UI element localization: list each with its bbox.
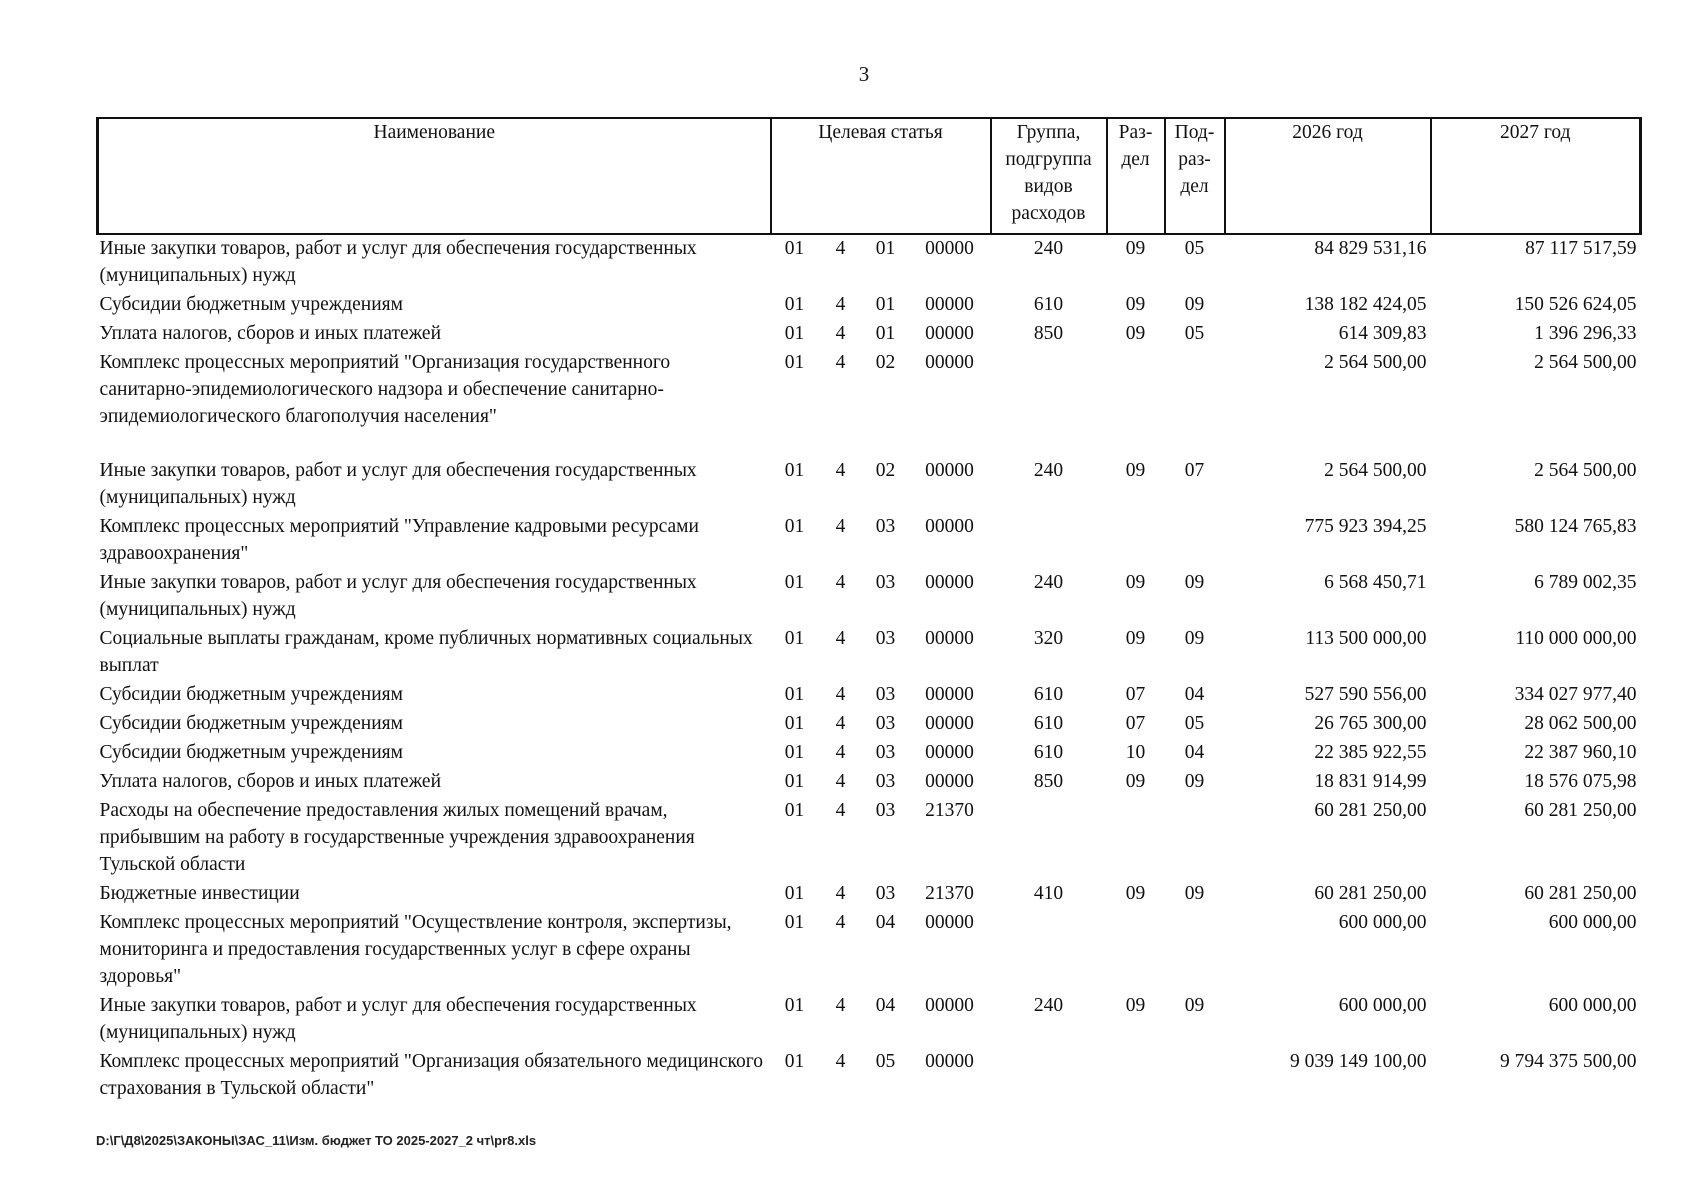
cell-subsection: 09	[1184, 572, 1205, 593]
cell-section: 09	[1125, 238, 1146, 259]
cell-amount-2026: 22 385 922,55	[1314, 742, 1427, 763]
cell-target-type: 4	[835, 516, 846, 537]
cell-target-event: 03	[875, 684, 896, 705]
cell-target-direction: 21370	[925, 800, 974, 821]
cell-target-program: 01	[784, 684, 805, 705]
cell-target-type: 4	[835, 800, 846, 821]
cell-amount-2027: 150 526 624,05	[1514, 294, 1637, 315]
cell-target-event: 03	[875, 572, 896, 593]
cell-expense-group	[991, 797, 1107, 880]
cell-amount-2027: 2 564 500,00	[1534, 460, 1637, 481]
cell-target-program: 01	[784, 883, 805, 904]
cell-name: Бюджетные инвестиции	[99, 883, 300, 904]
cell-subsection: 09	[1184, 294, 1205, 315]
cell-name: Уплата налогов, сборов и иных платежей	[99, 323, 442, 344]
cell-section: 09	[1125, 294, 1146, 315]
cell-amount-2027: 22 387 960,10	[1524, 742, 1637, 763]
cell-amount-2027: 9 794 375 500,00	[1500, 1051, 1637, 1072]
cell-amount-2027: 600 000,00	[1548, 995, 1637, 1016]
cell-target-type: 4	[835, 294, 846, 315]
cell-target-program: 01	[784, 516, 805, 537]
cell-target-direction: 00000	[925, 572, 974, 593]
cell-amount-2026: 6 568 450,71	[1324, 572, 1427, 593]
cell-amount-2026: 18 831 914,99	[1314, 771, 1427, 792]
cell-section	[1107, 513, 1165, 569]
cell-section: 09	[1125, 995, 1146, 1016]
cell-amount-2026: 9 039 149 100,00	[1290, 1051, 1427, 1072]
table-row	[98, 291, 1641, 320]
cell-amount-2026: 60 281 250,00	[1314, 800, 1427, 821]
cell-target-program: 01	[784, 995, 805, 1016]
cell-subsection	[1165, 1048, 1225, 1104]
cell-target-program: 01	[784, 323, 805, 344]
cell-amount-2027: 334 027 977,40	[1514, 684, 1637, 705]
cell-target-direction: 00000	[925, 294, 974, 315]
cell-expense-group: 850	[1033, 771, 1064, 792]
cell-amount-2027: 87 117 517,59	[1525, 238, 1637, 259]
cell-section: 09	[1125, 572, 1146, 593]
cell-expense-group	[991, 513, 1107, 569]
cell-amount-2026: 138 182 424,05	[1304, 294, 1427, 315]
header-subsection: Под- раз- дел	[1165, 118, 1225, 234]
cell-section: 07	[1125, 684, 1146, 705]
table-row	[98, 710, 1641, 739]
cell-name: Субсидии бюджетным учреждениям	[99, 713, 403, 734]
cell-subsection: 09	[1184, 771, 1205, 792]
cell-amount-2027: 580 124 765,83	[1514, 516, 1637, 537]
cell-target-event: 03	[875, 516, 896, 537]
table-row	[98, 768, 1641, 797]
cell-expense-group: 240	[1033, 995, 1064, 1016]
cell-expense-group: 410	[1033, 883, 1064, 904]
cell-subsection: 09	[1184, 628, 1205, 649]
cell-amount-2027: 6 789 002,35	[1534, 572, 1637, 593]
cell-section	[1107, 797, 1165, 880]
cell-target-program: 01	[784, 800, 805, 821]
cell-target-direction: 00000	[925, 771, 974, 792]
cell-section: 09	[1125, 323, 1146, 344]
table-header-row	[98, 118, 1641, 234]
table-row	[98, 513, 1641, 569]
cell-expense-group: 850	[1033, 323, 1064, 344]
cell-amount-2027: 2 564 500,00	[1534, 352, 1637, 373]
cell-name: Уплата налогов, сборов и иных платежей	[99, 771, 442, 792]
cell-target-program: 01	[784, 238, 805, 259]
cell-section: 10	[1125, 742, 1146, 763]
cell-target-direction: 00000	[925, 352, 974, 373]
cell-section: 09	[1125, 628, 1146, 649]
cell-subsection	[1165, 909, 1225, 992]
cell-subsection: 07	[1184, 460, 1205, 481]
cell-subsection	[1165, 797, 1225, 880]
cell-section: 09	[1125, 883, 1146, 904]
cell-amount-2027: 600 000,00	[1548, 912, 1637, 933]
table-row	[98, 625, 1641, 681]
cell-target-event: 03	[875, 742, 896, 763]
cell-expense-group: 610	[1033, 684, 1064, 705]
cell-target-event: 01	[875, 238, 896, 259]
cell-expense-group: 320	[1033, 628, 1064, 649]
cell-amount-2027: 1 396 296,33	[1534, 323, 1637, 344]
cell-target-type: 4	[835, 912, 846, 933]
table-row	[98, 349, 1641, 457]
cell-amount-2026: 527 590 556,00	[1304, 684, 1427, 705]
cell-target-program: 01	[784, 294, 805, 315]
cell-amount-2026: 26 765 300,00	[1314, 713, 1427, 734]
cell-target-program: 01	[784, 572, 805, 593]
cell-target-program: 01	[784, 742, 805, 763]
cell-amount-2026: 600 000,00	[1338, 912, 1427, 933]
cell-target-direction: 00000	[925, 742, 974, 763]
cell-subsection: 05	[1184, 238, 1205, 259]
cell-subsection: 05	[1184, 323, 1205, 344]
header-section: Раз- дел	[1107, 118, 1165, 234]
cell-name: Иные закупки товаров, работ и услуг для обеспечения государственных (муниципальных) нужд	[99, 572, 697, 620]
cell-target-program: 01	[784, 1051, 805, 1072]
cell-target-event: 03	[875, 883, 896, 904]
header-year-2027: 2027 год	[1431, 118, 1641, 234]
header-group: Группа, подгруппа видов расходов	[991, 118, 1107, 234]
cell-target-type: 4	[835, 572, 846, 593]
cell-name: Комплекс процессных мероприятий "Управление кадровыми ресурсами здравоохранения"	[99, 516, 699, 564]
cell-target-program: 01	[784, 912, 805, 933]
cell-amount-2026: 600 000,00	[1338, 995, 1427, 1016]
cell-target-event: 04	[875, 995, 896, 1016]
cell-subsection	[1165, 349, 1225, 457]
cell-target-type: 4	[835, 684, 846, 705]
table-row	[98, 1048, 1641, 1104]
cell-target-program: 01	[784, 352, 805, 373]
cell-expense-group: 610	[1033, 742, 1064, 763]
cell-name: Социальные выплаты гражданам, кроме публичных нормативных социальных выплат	[99, 628, 753, 676]
cell-amount-2027: 110 000 000,00	[1515, 628, 1637, 649]
cell-target-program: 01	[784, 460, 805, 481]
cell-section: 09	[1125, 460, 1146, 481]
cell-target-event: 03	[875, 628, 896, 649]
cell-subsection	[1165, 513, 1225, 569]
cell-amount-2026: 84 829 531,16	[1314, 238, 1427, 259]
table-row	[98, 909, 1641, 992]
cell-target-type: 4	[835, 460, 846, 481]
cell-target-event: 02	[875, 460, 896, 481]
cell-name: Комплекс процессных мероприятий "Организация обязательного медицинского страхования в Тульской области"	[99, 1051, 764, 1099]
cell-section	[1107, 1048, 1165, 1104]
cell-name: Субсидии бюджетным учреждениям	[99, 742, 403, 763]
cell-target-type: 4	[835, 742, 846, 763]
cell-amount-2026: 2 564 500,00	[1324, 352, 1427, 373]
cell-amount-2026: 614 309,83	[1338, 323, 1427, 344]
cell-amount-2027: 18 576 075,98	[1524, 771, 1637, 792]
cell-target-event: 03	[875, 713, 896, 734]
cell-expense-group: 610	[1033, 713, 1064, 734]
table-row	[98, 797, 1641, 880]
cell-name: Иные закупки товаров, работ и услуг для обеспечения государственных (муниципальных) нужд	[99, 238, 697, 286]
table-row	[98, 681, 1641, 710]
cell-target-direction: 21370	[925, 883, 974, 904]
cell-target-event: 01	[875, 294, 896, 315]
table-row	[98, 320, 1641, 349]
header-name: Наименование	[98, 118, 771, 234]
cell-amount-2026: 775 923 394,25	[1304, 516, 1427, 537]
cell-target-type: 4	[835, 771, 846, 792]
cell-target-event: 01	[875, 323, 896, 344]
cell-name: Иные закупки товаров, работ и услуг для обеспечения государственных (муниципальных) нужд	[99, 995, 697, 1043]
cell-section: 09	[1125, 771, 1146, 792]
cell-target-direction: 00000	[925, 628, 974, 649]
table-row	[98, 569, 1641, 625]
cell-subsection: 09	[1184, 995, 1205, 1016]
page-number: 3	[858, 62, 870, 86]
cell-expense-group: 240	[1033, 238, 1064, 259]
cell-target-direction: 00000	[925, 460, 974, 481]
cell-expense-group	[991, 349, 1107, 457]
cell-name: Субсидии бюджетным учреждениям	[99, 294, 403, 315]
cell-target-program: 01	[784, 628, 805, 649]
table-body	[98, 234, 1641, 1104]
cell-expense-group: 240	[1033, 572, 1064, 593]
cell-target-event: 02	[875, 352, 896, 373]
cell-target-type: 4	[835, 323, 846, 344]
header-year-2026: 2026 год	[1225, 118, 1431, 234]
cell-target-direction: 00000	[925, 713, 974, 734]
cell-target-type: 4	[835, 628, 846, 649]
cell-subsection: 05	[1184, 713, 1205, 734]
cell-target-program: 01	[784, 713, 805, 734]
cell-target-direction: 00000	[925, 684, 974, 705]
cell-name: Субсидии бюджетным учреждениям	[99, 684, 403, 705]
cell-amount-2027: 60 281 250,00	[1524, 883, 1637, 904]
budget-table	[96, 117, 1642, 1104]
cell-amount-2027: 28 062 500,00	[1524, 713, 1637, 734]
cell-target-type: 4	[835, 238, 846, 259]
cell-subsection: 04	[1184, 684, 1205, 705]
cell-amount-2026: 2 564 500,00	[1324, 460, 1427, 481]
cell-expense-group: 240	[1033, 460, 1064, 481]
table-row	[98, 739, 1641, 768]
cell-target-direction: 00000	[925, 238, 974, 259]
cell-target-event: 05	[875, 1051, 896, 1072]
cell-target-direction: 00000	[925, 995, 974, 1016]
table-row	[98, 234, 1641, 291]
cell-section	[1107, 349, 1165, 457]
footer-file-path: D:\Г\Д8\2025\ЗАКОНЫ\ЗАС_11\Изм. бюджет ТО 2025-2027_2 чт\pr8.xls	[96, 1133, 537, 1148]
cell-target-event: 03	[875, 771, 896, 792]
cell-subsection: 04	[1184, 742, 1205, 763]
cell-target-direction: 00000	[925, 323, 974, 344]
cell-expense-group	[991, 909, 1107, 992]
cell-amount-2026: 113 500 000,00	[1305, 628, 1427, 649]
cell-name: Иные закупки товаров, работ и услуг для обеспечения государственных (муниципальных) нужд	[99, 460, 697, 508]
cell-target-event: 03	[875, 800, 896, 821]
cell-name: Расходы на обеспечение предоставления жилых помещений врачам, прибывшим на работу в государственные учреждения здравоохранения Тульской области	[99, 800, 695, 875]
cell-subsection: 09	[1184, 883, 1205, 904]
cell-target-type: 4	[835, 995, 846, 1016]
table-row	[98, 880, 1641, 909]
cell-target-event: 04	[875, 912, 896, 933]
cell-amount-2027: 60 281 250,00	[1524, 800, 1637, 821]
cell-target-direction: 00000	[925, 912, 974, 933]
cell-name: Комплекс процессных мероприятий "Организация государственного санитарно-эпидемиологического надзора и обеспечение санитарно-эпидемиологического благополучия населения"	[99, 352, 671, 427]
cell-target-type: 4	[835, 352, 846, 373]
cell-name: Комплекс процессных мероприятий "Осуществление контроля, экспертизы, мониторинга и предоставления государственных услуг в сфере охраны здоровья"	[99, 912, 732, 987]
cell-target-type: 4	[835, 883, 846, 904]
cell-target-type: 4	[835, 713, 846, 734]
cell-section: 07	[1125, 713, 1146, 734]
cell-expense-group	[991, 1048, 1107, 1104]
header-target: Целевая статья	[771, 118, 991, 234]
cell-section	[1107, 909, 1165, 992]
table-row	[98, 457, 1641, 513]
cell-expense-group: 610	[1033, 294, 1064, 315]
cell-target-type: 4	[835, 1051, 846, 1072]
cell-amount-2026: 60 281 250,00	[1314, 883, 1427, 904]
cell-target-direction: 00000	[925, 516, 974, 537]
cell-target-direction: 00000	[925, 1051, 974, 1072]
cell-target-program: 01	[784, 771, 805, 792]
table-row	[98, 992, 1641, 1048]
